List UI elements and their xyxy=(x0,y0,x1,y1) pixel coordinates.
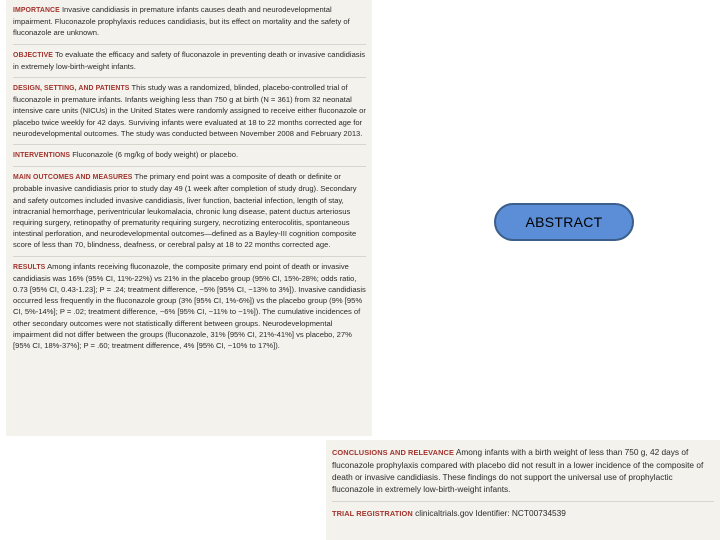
interventions-section xyxy=(13,145,366,167)
registration-heading: TRIAL REGISTRATION xyxy=(332,509,413,518)
importance-heading: IMPORTANCE xyxy=(13,7,60,14)
registration-text: clinicaltrials.gov Identifier: NCT00734539 xyxy=(415,508,566,518)
conclusions-section xyxy=(332,444,714,502)
design-text: This study was a randomized, blinded, placebo-controlled trial of fluconazole in premature infants. Infants weighing less than 750 g at birth (N = 361) from 32 neonatal intensive care units (NICUs) in the United States were randomly assigned to receive either fluconazole or placebo twice weekly for 42 days. Surviving infants were evaluated at 18 to 22 months corrected age for neurodevelopmental outcomes. The study was conducted between November 2008 and February 2013. xyxy=(13,83,366,138)
registration-section xyxy=(332,502,714,526)
design-section xyxy=(13,78,366,145)
results-section xyxy=(13,257,366,357)
abstract-panel-conclusions xyxy=(326,440,720,540)
interventions-heading: INTERVENTIONS xyxy=(13,152,71,160)
interventions-text: Fluconazole (6 mg/kg of body weight) or placebo. xyxy=(72,150,239,160)
outcomes-text: The primary end point was a composite of death or definite or probable invasive candidiasis prior to study day 49 (1 week after completion of study drug). Secondary and safety outcomes included invasive candidiasis, liver function, bacterial infection, length of stay, intracranial hemorrhage, periventricular leukomalacia, chronic lung disease, patent ductus arteriosus requiring surgery, retinopathy of prematurity requiring surgery, necrotizing enterocolitis, spontaneous intestinal perforation, and neurodevelopmental outcomes—defined as a Bayley-III cognition composite score of less than 70, blindness, deafness, or cerebral palsy at 18 to 22 months corrected age. xyxy=(13,172,357,250)
results-heading: RESULTS xyxy=(13,263,46,271)
outcomes-section xyxy=(13,167,366,256)
design-heading: DESIGN, SETTING, AND PATIENTS xyxy=(13,85,130,93)
abstract-badge: ABSTRACT xyxy=(494,203,634,241)
importance-section xyxy=(13,0,366,45)
objective-text: To evaluate the efficacy and safety of fluconazole in preventing death or invasive candidiasis in extremely low-birth-weight infants. xyxy=(13,49,366,71)
outcomes-heading: MAIN OUTCOMES AND MEASURES xyxy=(13,174,133,182)
results-text: Among infants receiving fluconazole, the composite primary end point of death or invasive candidiasis was 16% (95% CI, 11%-22%) vs 21% in the placebo group (95% CI, 15%-28%; odds ratio, 0.73 [95% CI, 0.43-1.23]; P = .24; treatment difference, −5% [95% CI, −13% to 3%]). Invasive candidiasis occurred less frequently in the fluconazole group (3% [95% CI, 1%-6%]) vs the placebo group (9% [95% CI, 5%-14%]; P = .02; treatment difference, −6% [95% CI, −11% to −1%]). The cumulative incidences of other secondary outcomes were not statistically different between groups. Neurodevelopmental impairment did not differ between the groups (fluconazole, 31% [95% CI, 21%-41%] vs placebo, 27% [95% CI, 18%-37%]; P = .60; treatment difference, 4% [95% CI, −10% to 17%]). xyxy=(13,261,366,351)
objective-section xyxy=(13,45,366,78)
objective-heading: OBJECTIVE xyxy=(13,51,53,59)
importance-text: Invasive candidiasis in premature infants causes death and neurodevelopmental impairment. Fluconazole prophylaxis reduces candidiasis, but its effect on mortality and the safety of fluconazole are unknown. xyxy=(13,5,350,38)
conclusions-text: Among infants with a birth weight of less than 750 g, 42 days of fluconazole prophylaxis compared with placebo did not result in a lower incidence of the composite of death or invasive candidiasis. These findings do not support the universal use of prophylactic fluconazole in extremely low-birth-weight infants. xyxy=(332,447,704,494)
abstract-panel-main xyxy=(6,0,372,436)
conclusions-heading: CONCLUSIONS AND RELEVANCE xyxy=(332,448,454,457)
